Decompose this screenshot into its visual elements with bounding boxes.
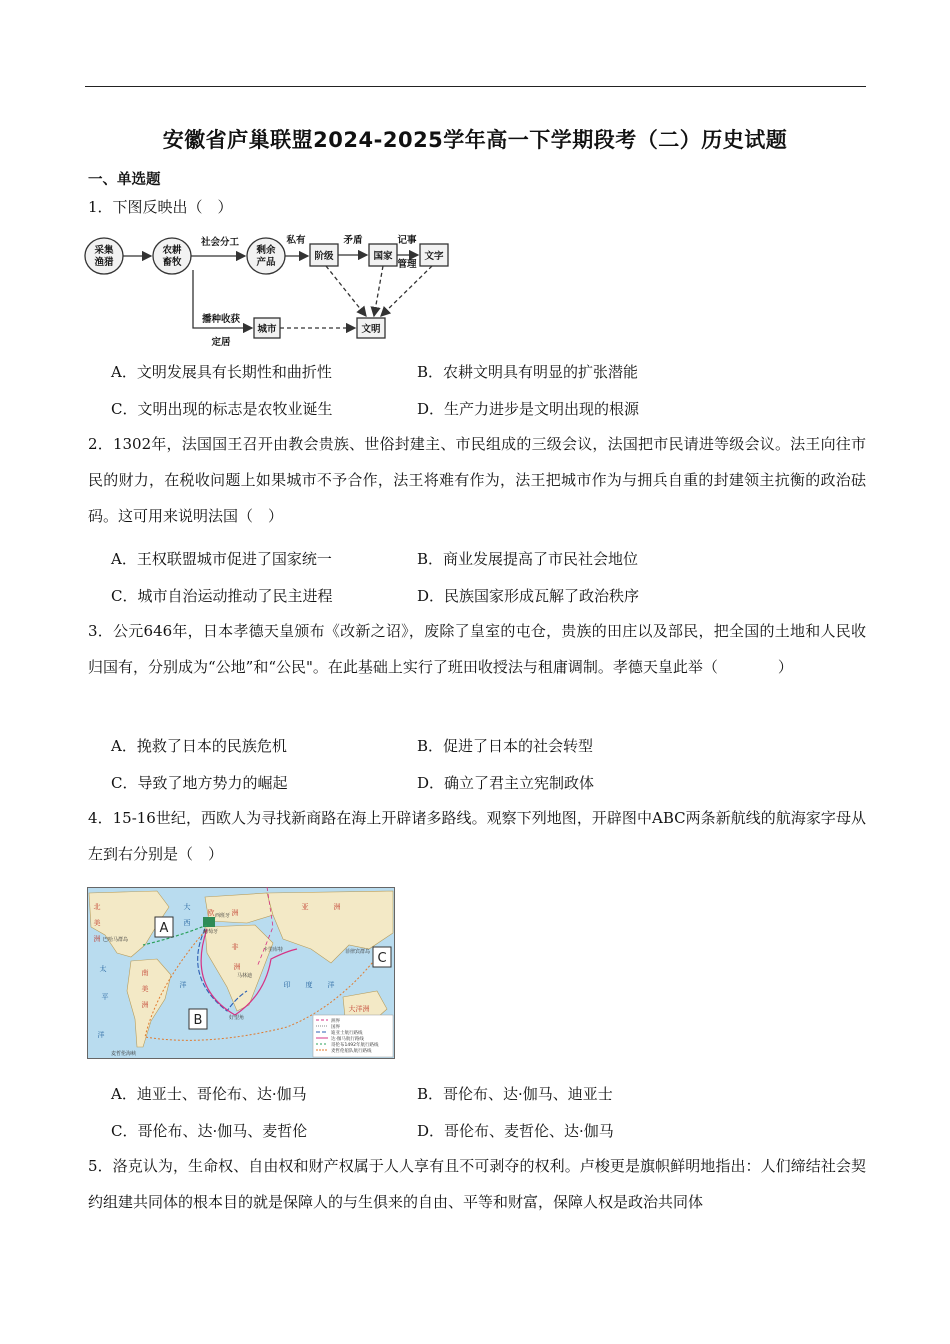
label-magellan-strait: 麦哲伦海峡 — [111, 1051, 137, 1057]
label-africa-1: 非 — [231, 943, 239, 951]
q2-option-a[interactable]: A．王权联盟城市促进了国家统一 — [111, 550, 332, 568]
label-indian-3: 洋 — [327, 981, 335, 989]
label-spain: 西班牙 — [215, 913, 231, 919]
label-south-america-3: 洲 — [141, 1001, 149, 1009]
label-europe-1: 欧 — [207, 909, 215, 917]
label-indian-1: 印 — [283, 981, 291, 989]
legend-gama: 达·伽马航行路线 — [331, 1037, 364, 1042]
q4-option-d[interactable]: D．哥伦布、麦哲伦、达·伽马 — [417, 1122, 614, 1140]
node-state: 国家 — [373, 251, 393, 262]
new-routes-map — [87, 887, 395, 1059]
q4-option-c[interactable]: C．哥伦布、达·伽马、麦哲伦 — [111, 1122, 308, 1140]
q4-option-a[interactable]: A．迪亚士、哥伦布、达·伽马 — [111, 1085, 307, 1103]
label-private: 私有 — [286, 235, 306, 246]
q2-option-d[interactable]: D．民族国家形成瓦解了政治秩序 — [417, 587, 640, 605]
node-class: 阶级 — [314, 251, 334, 262]
node-farming-line1: 农耕 — [162, 245, 182, 256]
node-writing: 文字 — [424, 251, 444, 262]
question-3-stem: 3．公元646年，日本孝德天皇颁布《改新之诏》，废除了皇室的屯仓，贵族的田庄以及部民，把全国的土地和人民收归国有，分别成为“公地”和“公民"。在此基础上实行了班田收授法与租庸调制。孝德天皇此举（ ） — [88, 622, 866, 676]
label-indian-2: 度 — [305, 981, 313, 989]
label-division-of-labor: 社会分工 — [200, 237, 240, 248]
label-manage: 管理 — [397, 259, 417, 270]
node-surplus-line1: 剩余 — [256, 245, 276, 256]
civilization-flow-diagram — [82, 230, 462, 350]
label-asia-2: 洲 — [333, 903, 341, 911]
marker-a: A — [159, 921, 169, 936]
label-asia-1: 亚 — [301, 903, 309, 911]
label-record: 记事 — [397, 235, 417, 246]
label-south-america-1: 南 — [141, 969, 149, 977]
label-sowing: 播种收获 — [201, 314, 241, 325]
label-atlantic-2: 西 — [183, 919, 191, 927]
q3-option-b[interactable]: B．促进了日本的社会转型 — [417, 737, 594, 755]
label-africa-2: 洲 — [233, 963, 241, 971]
label-europe-2: 洲 — [231, 909, 239, 917]
label-pacific-1: 太 — [99, 965, 107, 973]
node-city: 城市 — [257, 324, 277, 335]
q1-option-d[interactable]: D．生产力进步是文明出现的根源 — [417, 400, 640, 418]
label-contradiction: 矛盾 — [343, 235, 363, 246]
label-atlantic-1: 大 — [183, 903, 191, 911]
label-portugal: 葡萄牙 — [203, 929, 219, 935]
node-civilization: 文明 — [361, 324, 381, 335]
header-rule — [85, 86, 866, 87]
node-farming-line2: 畜牧 — [162, 257, 182, 268]
question-1-stem: 1．下图反映出（ ） — [88, 198, 233, 216]
label-cape: 好望角 — [229, 1015, 245, 1021]
label-bahamas: 巴哈马群岛 — [103, 937, 129, 943]
legend-columbus: 哥伦布1492年航行路线 — [331, 1043, 379, 1048]
node-gathering-line2: 渔猎 — [94, 257, 114, 268]
q4-option-b[interactable]: B．哥伦布、达·伽马、迪亚士 — [417, 1085, 613, 1103]
label-philippines: 菲律宾群岛 — [345, 949, 371, 955]
q3-option-d[interactable]: D．确立了君主立宪制政体 — [417, 774, 595, 792]
node-surplus-line2: 产品 — [256, 257, 276, 268]
q3-option-c[interactable]: C．导致了地方势力的崛起 — [111, 774, 288, 792]
q1-option-c[interactable]: C．文明出现的标志是农牧业诞生 — [111, 400, 333, 418]
legend-border: 国界 — [331, 1025, 340, 1030]
label-pacific-3: 洋 — [97, 1031, 105, 1039]
question-2-stem: 2．1302年，法国国王召开由教会贵族、世俗封建主、市民组成的三级会议，法国把市民请进等级会议。法王向往市民的财力，在税收问题上如果城市不予合作，法王将难有作为，法王把城市作为与拥兵自重的封建领主抗衡的政治砝码。这可用来说明法国（ ） — [88, 435, 866, 525]
legend-magellan: 麦哲伦船队航行路线 — [331, 1049, 372, 1054]
label-calicut: 卡里库特 — [263, 947, 284, 953]
legend-continent: 洲界 — [331, 1019, 340, 1024]
q2-option-c[interactable]: C．城市自治运动推动了民主进程 — [111, 587, 333, 605]
label-malindi: 马林迪 — [237, 973, 253, 979]
label-north-america-3: 洲 — [93, 935, 101, 943]
label-north-america-1: 北 — [93, 903, 101, 911]
section-heading: 一、单选题 — [88, 172, 161, 188]
marker-b: B — [193, 1013, 203, 1028]
label-settle: 定居 — [211, 337, 231, 348]
label-oceania: 大洋洲 — [348, 1005, 370, 1013]
label-north-america-2: 美 — [93, 919, 101, 927]
question-4-stem: 4．15-16世纪，西欧人为寻找新商路在海上开辟诸多路线。观察下列地图，开辟图中ABC两条新航线的航海家字母从左到右分别是（ ） — [88, 809, 866, 863]
node-gathering-line1: 采集 — [94, 245, 114, 256]
question-5-stem: 5．洛克认为，生命权、自由权和财产权属于人人享有且不可剥夺的权利。卢梭更是旗帜鲜明地指出：人们缔结社会契约组建共同体的根本目的就是保障人的与生俱来的自由、平等和财富，保障人权是政治共同体 — [88, 1157, 866, 1211]
label-atlantic-3: 洋 — [179, 981, 187, 989]
page-title: 安徽省庐巢联盟2024-2025学年高一下学期段考（二）历史试题 — [162, 128, 788, 152]
q1-option-b[interactable]: B．农耕文明具有明显的扩张潜能 — [417, 363, 639, 381]
marker-c: C — [377, 951, 387, 966]
q1-option-a[interactable]: A．文明发展具有长期性和曲折性 — [111, 363, 332, 381]
label-pacific-2: 平 — [101, 993, 109, 1001]
label-south-america-2: 美 — [141, 985, 149, 993]
q2-option-b[interactable]: B．商业发展提高了市民社会地位 — [417, 550, 639, 568]
legend-dias: 迪亚士航行路线 — [331, 1031, 363, 1036]
q3-option-a[interactable]: A．挽救了日本的民族危机 — [111, 737, 287, 755]
